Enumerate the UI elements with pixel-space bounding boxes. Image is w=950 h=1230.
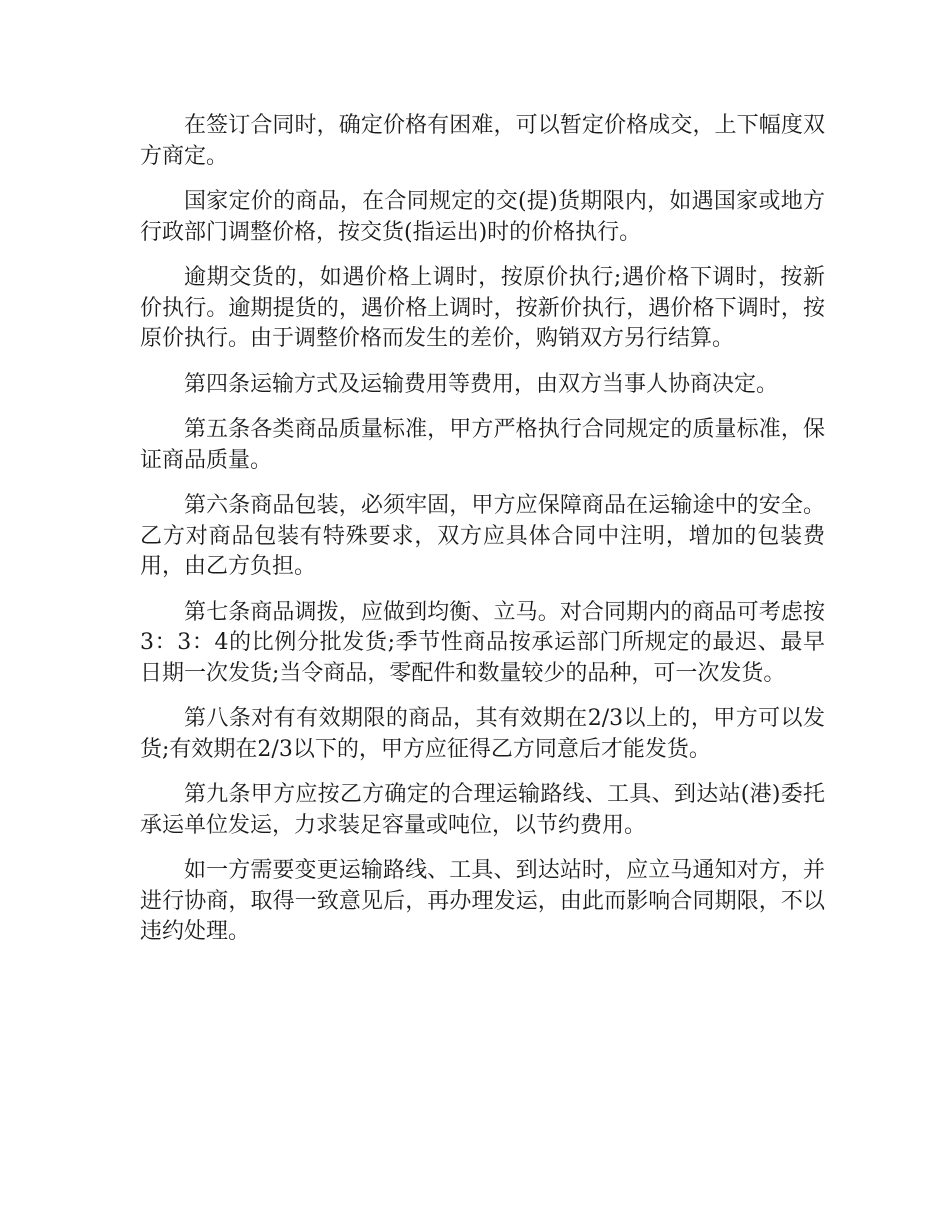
paragraph-article-9: 第九条甲方应按乙方确定的合理运输路线、工具、到达站(港)委托承运单位发运，力求装足容量或吨位，以节约费用。 <box>140 782 825 838</box>
paragraph-article-7: 第七条商品调拨，应做到均衡、立马。对合同期内的商品可考虑按3：3：4的比例分批发货;季节性商品按承运部门所规定的最迟、最早日期一次发货;当令商品，零配件和数量较少的品种，可一次发货。 <box>140 599 825 686</box>
paragraph-article-4: 第四条运输方式及运输费用等费用，由双方当事人协商决定。 <box>184 371 779 397</box>
paragraph-late-delivery: 逾期交货的，如遇价格上调时，按原价执行;遇价格下调时，按新价执行。逾期提货的，遇价格上调时，按新价执行，遇价格下调时，按原价执行。由于调整价格而发生的差价，购销双方另行结算。 <box>140 265 825 351</box>
paragraph-state-pricing: 国家定价的商品，在合同规定的交(提)货期限内，如遇国家或地方行政部门调整价格，按交货(指运出)时的价格执行。 <box>140 189 825 245</box>
paragraph-article-6: 第六条商品包装，必须牢固，甲方应保障商品在运输途中的安全。乙方对商品包装有特殊要求，双方应具体合同中注明，增加的包装费用，由乙方负担。 <box>140 493 825 579</box>
paragraph-article-5: 第五条各类商品质量标准，甲方严格执行合同规定的质量标准，保证商品质量。 <box>140 417 825 473</box>
paragraph-price-negotiation: 在签订合同时，确定价格有困难，可以暂定价格成交，上下幅度双方商定。 <box>140 113 825 169</box>
document-body <box>140 111 825 963</box>
paragraph-route-change: 如一方需要变更运输路线、工具、到达站时，应立马通知对方，并进行协商，取得一致意见后，再办理发运，由此而影响合同期限，不以违约处理。 <box>140 858 825 944</box>
paragraph-article-8: 第八条对有有效期限的商品，其有效期在2/3以上的，甲方可以发货;有效期在2/3以下的，甲方应征得乙方同意后才能发货。 <box>140 706 825 762</box>
